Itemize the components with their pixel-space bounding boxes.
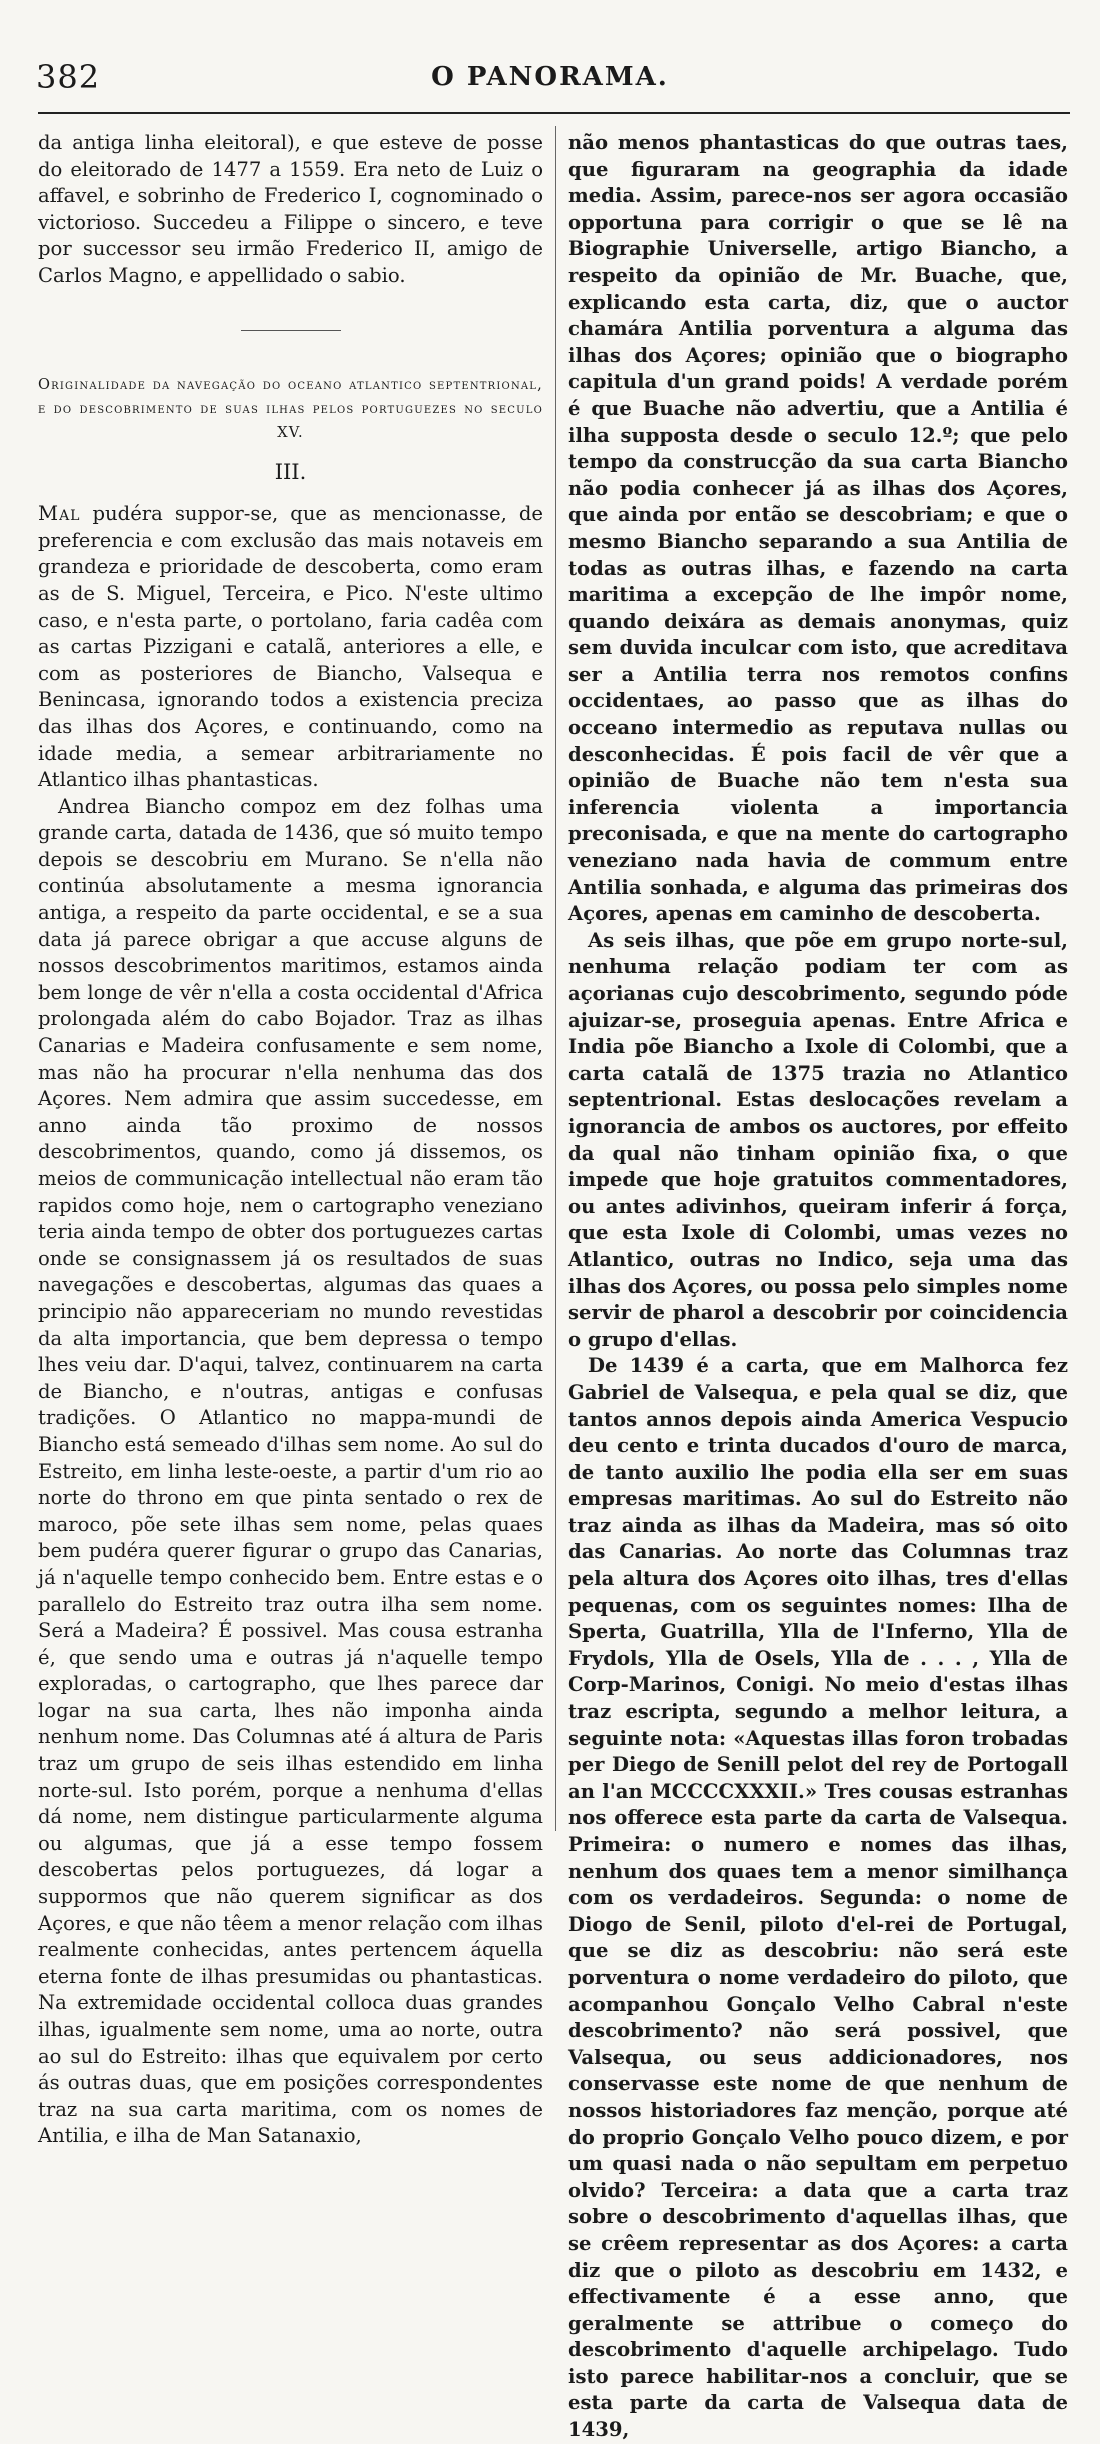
- article-number: III.: [274, 459, 307, 484]
- left-column: [38, 130, 543, 2150]
- column-divider: [555, 126, 556, 1831]
- paragraph-1: [38, 501, 543, 794]
- header-rule: [38, 112, 1070, 114]
- intro-paragraph: da antiga linha eleitoral), e que esteve de posse do eleitorado de 1477 a 1559. Era neto de Luiz o affavel, e sobrinho de Frederico I, cognominado o victorioso. Succedeu a Filippe o sincero, e teve por successor seu irmão Frederico II, amigo de Carlos Magno, e appellidado o sabio.: [38, 131, 543, 287]
- page-number: 382: [36, 58, 101, 96]
- article-title: Originalidade da navegação do oceano atlantico septentrional, e do descobrimento de suas ilhas pelos portuguezes no seculo XV.: [38, 375, 543, 441]
- paragraph-5: De 1439 é a carta, que em Malhorca fez Gabriel de Valsequa, e pela qual se diz, que tantos annos depois ainda America Vespucio deu cento e trinta ducados d'ouro de marca, de tanto auxilio lhe podia ella ser em suas empresas maritimas. Ao sul do Estreito não traz ainda as ilhas da Madeira, mas só oito das Canarias. Ao norte das Columnas traz pela altura dos Açores oito ilhas, tres d'ellas pequenas, com os seguintes nomes: Ilha de Sperta, Guatrilla, Ylla de l'Inferno, Ylla de Frydols, Ylla de Osels, Ylla de . . . , Ylla de Corp-Marinos, Conigi. No meio d'estas ilhas traz escripta, segundo a melhor leitura, a seguinte nota: «Aquestas illas foron trobadas per Diego de Senill pelot del rey de Portogall an l'an MCCCCXXXII.» Tres cousas estranhas nos offerece esta parte da carta de Valsequa. Primeira: o numero e nomes das ilhas, nenhum dos quaes tem a menor similhança com os verdadeiros. Segunda: o nome de Diogo de Senil, piloto d'el-rei de Portugal, que se diz as descobriu: não será este porventura o nome verdadeiro do piloto, que acompanhou Gonçalo Velho Cabral n'este descobrimento? não será possivel, que Valsequa, ou seus addicionadores, nos conservasse este nome de que nenhum de nossos historiadores faz menção, porque até do proprio Gonçalo Velho pouco dizem, e por um quasi nada o não sepultam em perpetuo olvido? Terceira: a data que a carta traz sobre o descobrimento d'aquellas ilhas, que se crêem representar as dos Açores: a carta diz que o piloto as descobriu em 1432, e effectivamente é a esse anno, que geralmente se attribue o começo do descobrimento d'aquelle archipelago. Tudo isto parece habilitar-nos a concluir, que se esta parte da carta de Valsequa data de 1439,: [568, 1354, 1068, 2442]
- paragraph-1-text: pudéra suppor-se, que as mencionasse, de preferencia e com exclusão das mais notaveis em grandeza e prioridade de descoberta, como eram as de S. Miguel, Terceira, e Pico. N'este ultimo caso, e n'esta parte, o portolano, faria cadêa com as cartas Pizzigani e catalã, anteriores a elle, e com as posteriores de Biancho, Valsequa e Benincasa, ignorando todos a existencia preciza das ilhas dos Açores, e continuando, como na idade media, a semear arbitrariamente no Atlantico ilhas phantasticas.: [38, 502, 543, 792]
- right-column: [568, 130, 1068, 2444]
- paragraph-2: Andrea Biancho compoz em dez folhas uma grande carta, datada de 1436, que só muito tempo depois se descobriu em Murano. Se n'ella não continúa absolutamente a mesma ignorancia antiga, a respeito da parte occidental, e se a sua data já parece obrigar a que accuse alguns de nossos descobrimentos maritimos, estamos ainda bem longe de vêr n'ella a costa occidental d'Africa prolongada além do cabo Bojador. Traz as ilhas Canarias e Madeira confusamente e sem nome, mas não ha procurar n'ella nenhuma das dos Açores. Nem admira que assim succedesse, em anno ainda tão proximo de nossos descobrimentos, quando, como já dissemos, os meios de communicação intellectual não eram tão rapidos como hoje, nem o cartographo veneziano teria ainda tempo de obter dos portuguezes cartas onde se consignassem já os resultados de suas navegações e descobertas, algumas das quaes a principio não appareceriam no mundo revestidas da alta importancia, que bem depressa o tempo lhes veiu dar. D'aqui, talvez, continuarem na carta de Biancho, e n'outras, antigas e confusas tradições. O Atlantico no mappa-mundi de Biancho está semeado d'ilhas sem nome. Ao sul do Estreito, em linha leste-oeste, a partir d'um rio ao norte do throno em que pinta sentado o rex de maroco, põe sete ilhas sem nome, pelas quaes bem pudéra querer figurar o grupo das Canarias, já n'aquelle tempo conhecido bem. Entre estas e o parallelo do Estreito traz outra ilha sem nome. Será a Madeira? É possivel. Mas cousa estranha é, que sendo uma e outras já n'aquelle tempo exploradas, o cartographo, que lhes parece dar logar na sua carta, lhes não imponha ainda nenhum nome. Das Columnas até á altura de Paris traz um grupo de seis ilhas estendido em linha norte-sul. Isto porém, porque a nenhuma d'ellas dá nome, nem distingue particularmente alguma ou algumas, que já a esse tempo fossem descobertas pelos portuguezes, dá logar a suppormos que não querem significar as dos Açores, e que não têem a menor relação com ilhas realmente conhecidas, antes pertencem áquella eterna fonte de ilhas presumidas ou phantasticas. Na extremidade occidental colloca duas grandes ilhas, igualmente sem nome, uma ao norte, outra ao sul do Estreito: ilhas que equivalem por certo ás outras duas, que em posições correspondentes traz na sua carta maritima, com os nomes de Antilia, e ilha de Man Satanaxio,: [38, 794, 543, 2148]
- paragraph-initial: Mal: [38, 502, 81, 526]
- paragraph-3: não menos phantasticas do que outras taes, que figuraram na geographia da idade media. Assim, parece-nos ser agora occasião opportuna para corrigir o que se lê na Biographie Universelle, artigo Biancho, a respeito da opinião de Mr. Buache, que, explicando esta carta, diz, que o auctor chamára Antilia porventura a alguma das ilhas dos Açores; opinião que o biographo capitula d'un grand poids! A verdade porém é que Buache não advertiu, que a Antilia é ilha supposta desde o seculo 12.º; que pelo tempo da construcção da sua carta Biancho não podia conhecer já as ilhas dos Açores, que ainda por então se descobriam; e que o mesmo Biancho separando a sua Antilia de todas as outras ilhas, e fazendo na carta maritima a excepção de lhe impôr nome, quando deixára as demais anonymas, quiz sem duvida inculcar com isto, que acreditava ser a Antilia terra nos remotos confins occidentaes, ao passo que as ilhas do occeano intermedio as reputava nullas ou desconhecidas. É pois facil de vêr que a opinião de Buache não tem n'esta sua inferencia violenta a importancia preconisada, e que na mente do cartographo veneziano nada havia de commum entre Antilia sonhada, e alguma das primeiras dos Açores, apenas em caminho de descoberta.: [568, 131, 1068, 926]
- section-separator: [241, 330, 341, 331]
- running-title: O PANORAMA.: [431, 62, 669, 92]
- paragraph-4: As seis ilhas, que põe em grupo norte-sul, nenhuma relação podiam ter com as açorianas cujo descobrimento, segundo póde ajuizar-se, proseguia apenas. Entre Africa e India põe Biancho a Ixole di Colombi, que a carta catalã de 1375 trazia no Atlantico septentrional. Estas deslocações revelam a ignorancia de ambos os auctores, por effeito da qual não tinham opinião fixa, o que impede que hoje gratuitos commentadores, ou antes adivinhos, queiram inferir á força, que esta Ixole di Colombi, umas vezes no Atlantico, outras no Indico, seja uma das ilhas dos Açores, ou possa pelo simples nome servir de pharol a descobrir por coincidencia o grupo d'ellas.: [568, 928, 1068, 1351]
